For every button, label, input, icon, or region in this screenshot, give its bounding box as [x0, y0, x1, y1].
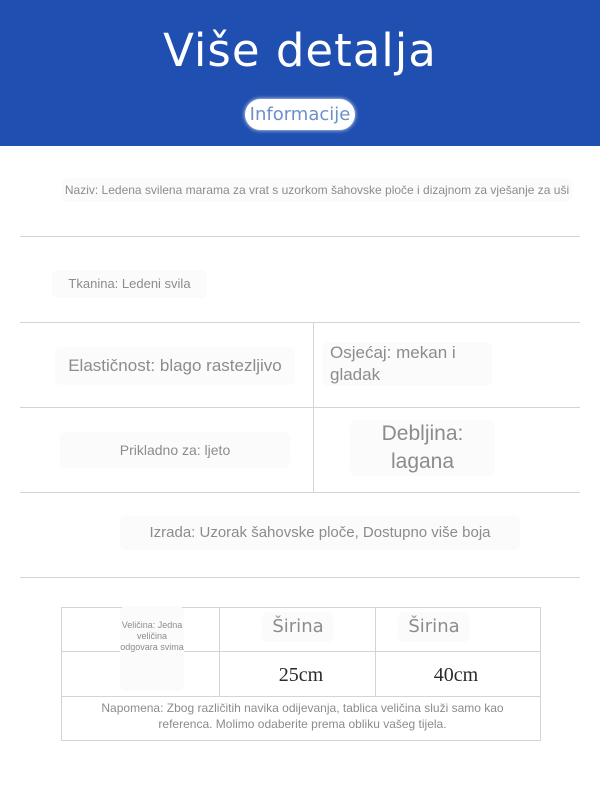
detail-season: Prikladno za: ljeto: [60, 432, 290, 468]
table-cell-width-value: 40cm: [433, 664, 479, 686]
detail-name: Naziv: Ledena svilena marama za vrat s uzorkom šahovske ploče i dizajnom za vješanje za uši: [62, 178, 572, 202]
divider: [20, 492, 580, 493]
size-note: Napomena: Zbog različitih navika odijevanja, tablica veličina služi samo kao referenca. Molimo odaberite prema obliku vašeg tijela.: [101, 701, 504, 731]
table-col-divider: [219, 607, 220, 696]
table-cell-width-value: 25cm: [278, 664, 324, 686]
table-row-divider: [61, 696, 541, 697]
divider: [20, 236, 580, 237]
page-title: Više detalja: [163, 24, 437, 77]
table-header-width: Širina: [262, 612, 334, 642]
detail-fabric: Tkanina: Ledeni svila: [52, 270, 207, 298]
detail-thickness: Debljina: lagana: [350, 420, 495, 476]
divider: [20, 322, 580, 323]
detail-craft: Izrada: Uzorak šahovske ploče, Dostupno više boja: [120, 516, 520, 550]
size-label: Veličina: Jedna veličina odgovara svima: [120, 606, 184, 691]
detail-elasticity: Elastičnost: blago rastezljivo: [55, 347, 295, 385]
column-divider: [313, 322, 314, 492]
divider: [20, 577, 580, 578]
tab-informacije[interactable]: [245, 99, 355, 130]
header-banner: [0, 0, 600, 146]
tab-label: Informacije: [249, 104, 351, 125]
table-header-width: Širina: [398, 612, 470, 642]
divider: [20, 407, 580, 408]
table-col-divider: [375, 607, 376, 696]
detail-feel: Osjećaj: mekan i gladak: [322, 342, 492, 386]
